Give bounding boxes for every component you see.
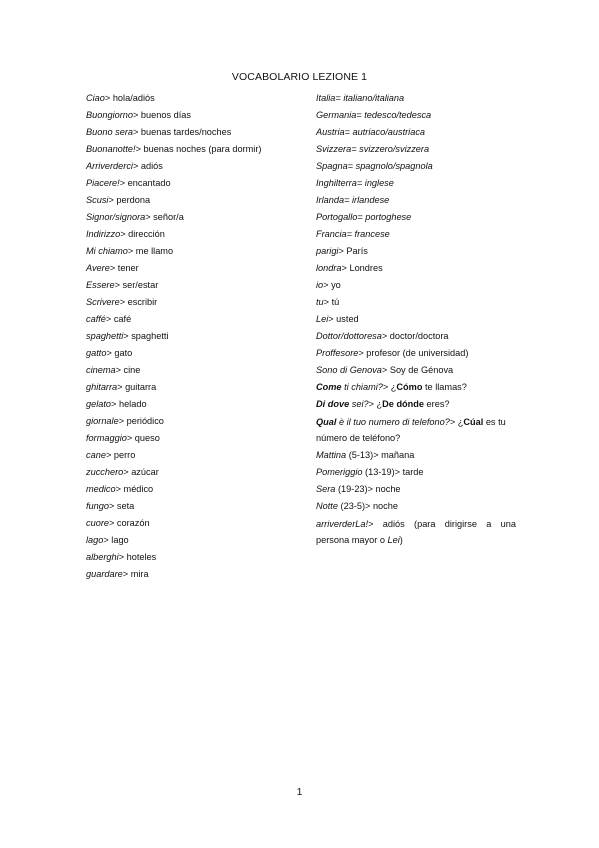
italian-term: fungo — [86, 501, 109, 511]
list-item — [316, 209, 516, 226]
spanish-keyword: De dónde — [382, 399, 424, 409]
italian-term: parigi — [316, 246, 339, 256]
italian-term: Proffesore — [316, 348, 359, 358]
italian-term: giornale — [86, 416, 119, 426]
spanish-translation: > escribir — [119, 297, 158, 307]
closing-paren: ) — [399, 535, 403, 545]
list-item — [86, 379, 296, 396]
list-item — [316, 260, 516, 277]
italian-term: Piacere! — [86, 178, 120, 188]
nationality-text: Austria= autriaco/austriaca — [316, 127, 426, 137]
nationality-text: Germania= tedesco/tedesca — [316, 110, 432, 120]
spanish-translation: > buenos días — [133, 110, 191, 120]
list-item — [316, 107, 516, 124]
spanish-keyword: Cúal — [463, 417, 484, 427]
spanish-translation: > hola/adiós — [104, 93, 155, 103]
italian-term: Pomeriggio — [316, 467, 363, 477]
spanish-translation: eres? — [424, 399, 450, 409]
italian-term: gatto — [86, 348, 107, 358]
italian-term: arriverderLa! — [316, 519, 369, 529]
list-item — [86, 175, 296, 192]
italian-term: Arriverderci — [86, 161, 133, 171]
spanish-translation: > lago — [103, 535, 129, 545]
italian-term: Sono di Genova — [316, 365, 382, 375]
spanish-translation: (5-13)> mañana — [346, 450, 415, 460]
list-item — [86, 260, 296, 277]
italian-keyword: Qual — [316, 417, 337, 427]
italian-term: Mi chiamo — [86, 246, 128, 256]
italian-term: spaghetti — [86, 331, 124, 341]
italian-term: Signor/signora — [86, 212, 146, 222]
italian-term: Buongiorno — [86, 110, 133, 120]
list-item — [86, 430, 296, 447]
spanish-translation: > me llamo — [127, 246, 174, 256]
nationality-text: Irlanda= irlandese — [316, 195, 390, 205]
italian-term: lago — [86, 535, 104, 545]
spanish-translation: > tener — [109, 263, 139, 273]
spanish-translation: (19-23)> noche — [335, 484, 401, 494]
italian-term: Dottor/dottoresa — [316, 331, 382, 341]
italian-keyword: Come — [316, 382, 342, 392]
vocabulary-right-column — [316, 90, 516, 548]
italian-term: Mattina — [316, 450, 347, 460]
separator: > ¿ — [449, 417, 464, 427]
italian-term: Buono sera — [86, 127, 133, 137]
nationality-text: Svizzera= svizzero/svizzera — [316, 144, 430, 154]
list-item — [86, 345, 296, 362]
italian-term: formaggio — [86, 433, 127, 443]
spanish-translation: > adiós — [132, 161, 163, 171]
spanish-translation: > médico — [115, 484, 154, 494]
spanish-translation: > buenas noches (para dormir) — [135, 144, 262, 154]
spanish-translation: > profesor (de universidad) — [358, 348, 469, 358]
list-item — [86, 124, 296, 141]
italian-term: guardare — [86, 569, 123, 579]
list-item — [316, 413, 516, 447]
italian-term: Avere — [86, 263, 110, 273]
page-number: 1 — [296, 787, 303, 798]
page-title: VOCABOLARIO LEZIONE 1 — [231, 71, 368, 83]
list-item — [86, 141, 296, 158]
list-item — [86, 294, 296, 311]
list-item — [316, 90, 516, 107]
italian-term: zucchero — [86, 467, 124, 477]
spanish-translation: > ser/estar — [114, 280, 159, 290]
list-item — [316, 379, 516, 396]
spanish-translation: > guitarra — [117, 382, 157, 392]
italian-term: cuore — [86, 518, 109, 528]
spanish-translation: es tu número de teléfono? — [316, 417, 506, 443]
italian-term: cane — [86, 450, 106, 460]
spanish-translation: > perro — [105, 450, 136, 460]
italian-keyword: Di dove — [316, 399, 350, 409]
spanish-translation: > helado — [111, 399, 147, 409]
italian-term: cinema — [86, 365, 116, 375]
spanish-translation: > usted — [328, 314, 359, 324]
list-item — [316, 481, 516, 498]
nationality-text: Francia= francese — [316, 229, 390, 239]
spanish-translation: > doctor/doctora — [381, 331, 449, 341]
spanish-translation: > encantado — [119, 178, 171, 188]
spanish-translation: (13-19)> tarde — [362, 467, 424, 477]
list-item — [86, 90, 296, 107]
spanish-translation: > cine — [115, 365, 141, 375]
list-item — [86, 311, 296, 328]
spanish-translation: > gato — [106, 348, 133, 358]
list-item — [316, 311, 516, 328]
italian-term: Sera — [316, 484, 336, 494]
list-item — [86, 107, 296, 124]
list-item — [86, 362, 296, 379]
italian-term: caffé — [86, 314, 106, 324]
list-item — [86, 498, 296, 515]
list-item — [86, 413, 296, 430]
italian-term: Scrivere — [86, 297, 120, 307]
italian-term: Lei — [316, 314, 329, 324]
spanish-keyword: Cómo — [396, 382, 423, 392]
italian-term: ghitarra — [86, 382, 118, 392]
italian-term: londra — [316, 263, 342, 273]
italian-term: Notte — [316, 501, 338, 511]
list-item — [86, 226, 296, 243]
list-item — [316, 158, 516, 175]
spanish-translation: > seta — [109, 501, 135, 511]
spanish-translation: > hoteles — [118, 552, 157, 562]
spanish-translation: (23-5)> noche — [337, 501, 398, 511]
spanish-translation: > café — [105, 314, 132, 324]
list-item — [316, 192, 516, 209]
list-item — [86, 277, 296, 294]
italian-term: Buonanotte! — [86, 144, 136, 154]
list-item — [86, 447, 296, 464]
list-item — [86, 481, 296, 498]
list-item — [86, 549, 296, 566]
italian-term: tu — [316, 297, 324, 307]
list-item — [316, 328, 516, 345]
italian-term: io — [316, 280, 324, 290]
italian-term: sei? — [349, 399, 369, 409]
list-item — [86, 158, 296, 175]
spanish-translation: > tú — [323, 297, 340, 307]
nationality-text: Spagna= spagnolo/spagnola — [316, 161, 433, 171]
italian-term: Scusi — [86, 195, 109, 205]
spanish-translation: > París — [338, 246, 368, 256]
italian-term: gelato — [86, 399, 112, 409]
italian-term: Essere — [86, 280, 115, 290]
separator: > ¿ — [368, 399, 383, 409]
spanish-translation: > mira — [122, 569, 149, 579]
spanish-translation: > buenas tardes/noches — [133, 127, 232, 137]
list-item — [316, 362, 516, 379]
list-item — [316, 277, 516, 294]
list-item — [316, 515, 516, 548]
spanish-translation: > yo — [323, 280, 341, 290]
spanish-translation: > azúcar — [123, 467, 159, 477]
nationality-text: Italia= italiano/italiana — [316, 93, 405, 103]
spanish-translation: te llamas? — [422, 382, 467, 392]
list-item — [86, 566, 296, 583]
italian-term: Ciao — [86, 93, 105, 103]
list-item — [316, 464, 516, 481]
list-item — [86, 243, 296, 260]
list-item — [86, 464, 296, 481]
italian-term: alberghi — [86, 552, 119, 562]
list-item — [86, 532, 296, 549]
list-item — [316, 124, 516, 141]
nationality-text: Inghilterra= inglese — [316, 178, 394, 188]
list-item — [86, 209, 296, 226]
spanish-translation: > spaghetti — [123, 331, 169, 341]
italian-term: Indirizzo — [86, 229, 121, 239]
spanish-translation: > queso — [126, 433, 160, 443]
nationality-text: Portogallo= portoghese — [316, 212, 412, 222]
list-item — [86, 396, 296, 413]
italian-term: ti chiami? — [341, 382, 383, 392]
spanish-translation: > señor/a — [145, 212, 184, 222]
list-item — [316, 498, 516, 515]
italian-term: Lei — [387, 535, 400, 545]
list-item — [316, 175, 516, 192]
separator: > ¿ — [382, 382, 397, 392]
list-item — [316, 243, 516, 260]
list-item — [316, 226, 516, 243]
spanish-translation: > Londres — [341, 263, 383, 273]
spanish-translation: > perdona — [108, 195, 151, 205]
spanish-translation: > dirección — [120, 229, 165, 239]
list-item — [86, 328, 296, 345]
italian-term: è il tuo numero di telefono? — [336, 417, 450, 427]
list-item — [86, 192, 296, 209]
vocabulary-left-column — [86, 90, 296, 583]
list-item — [316, 294, 516, 311]
list-item — [316, 345, 516, 362]
italian-term: medico — [86, 484, 116, 494]
list-item — [316, 396, 516, 413]
list-item — [316, 141, 516, 158]
spanish-translation: > adiós (para dirigirse a una persona mayor o — [316, 519, 516, 545]
spanish-translation: > corazón — [108, 518, 150, 528]
spanish-translation: > Soy de Génova — [381, 365, 454, 375]
spanish-translation: > periódico — [118, 416, 164, 426]
list-item — [316, 447, 516, 464]
list-item — [86, 515, 296, 532]
